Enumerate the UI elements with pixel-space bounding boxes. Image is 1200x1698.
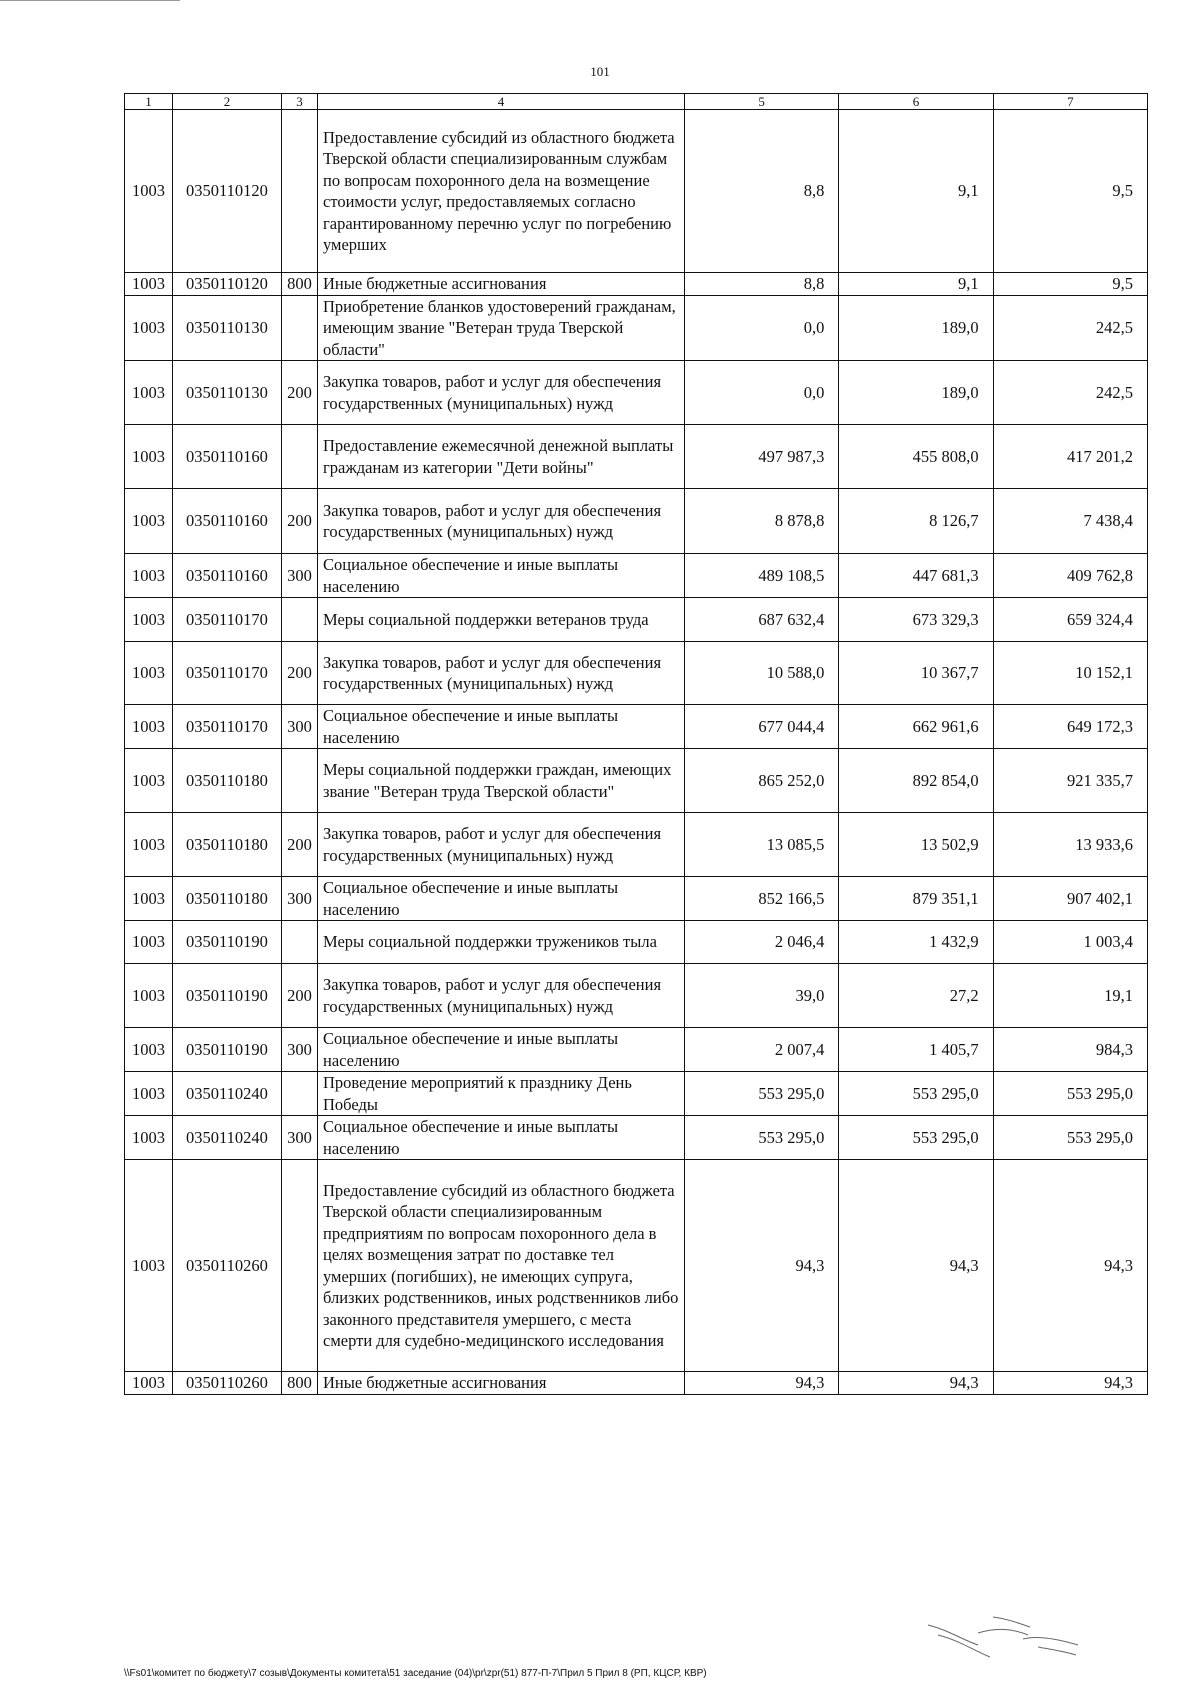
table-row bbox=[125, 489, 1148, 554]
expense-type-cell: 300 bbox=[282, 1116, 318, 1160]
section-code-cell: 1003 bbox=[125, 425, 173, 489]
section-code-cell: 1003 bbox=[125, 921, 173, 964]
amount-year3-cell: 7 438,4 bbox=[993, 489, 1147, 554]
table-row bbox=[125, 361, 1148, 425]
amount-year2-cell: 1 405,7 bbox=[839, 1028, 993, 1072]
amount-year3-cell: 1 003,4 bbox=[993, 921, 1147, 964]
column-header: 4 bbox=[318, 94, 685, 110]
expense-type-cell bbox=[282, 921, 318, 964]
target-article-cell: 0350110120 bbox=[173, 273, 282, 296]
expense-type-cell: 200 bbox=[282, 361, 318, 425]
item-name-cell: Предоставление субсидий из областного бюджета Тверской области специализированным предприятиям по вопросам похоронного дела в целях возмещения затрат по доставке тел умерших (погибших), не имеющих супруга, близких родственников, иных родственников либо законного представителя умершего, с места смерти для судебно-медицинского исследования bbox=[318, 1160, 685, 1372]
amount-year3-cell: 242,5 bbox=[993, 361, 1147, 425]
table-row bbox=[125, 554, 1148, 598]
expense-type-cell bbox=[282, 425, 318, 489]
amount-year3-cell: 94,3 bbox=[993, 1372, 1147, 1395]
amount-year3-cell: 659 324,4 bbox=[993, 598, 1147, 642]
expense-type-cell bbox=[282, 110, 318, 273]
amount-year1-cell: 13 085,5 bbox=[685, 813, 839, 877]
table-row bbox=[125, 598, 1148, 642]
footer-file-path: \\Fs01\комитет по бюджету\7 созыв\Документы комитета\51 заседание (04)\pr\zpr(51) 877-П-7\Прил 5 Прил 8 (РП, КЦСР, КВР) bbox=[124, 1668, 707, 1679]
item-name-cell: Меры социальной поддержки ветеранов труда bbox=[318, 598, 685, 642]
budget-table bbox=[124, 93, 1148, 1395]
amount-year1-cell: 8,8 bbox=[685, 273, 839, 296]
expense-type-cell bbox=[282, 1072, 318, 1116]
table-row bbox=[125, 964, 1148, 1028]
column-header: 1 bbox=[125, 94, 173, 110]
signature-mark bbox=[918, 1605, 1088, 1665]
target-article-cell: 0350110180 bbox=[173, 749, 282, 813]
item-name-cell: Закупка товаров, работ и услуг для обеспечения государственных (муниципальных) нужд bbox=[318, 642, 685, 705]
target-article-cell: 0350110160 bbox=[173, 554, 282, 598]
page-number: 101 bbox=[590, 64, 610, 79]
target-article-cell: 0350110170 bbox=[173, 705, 282, 749]
item-name-cell: Предоставление субсидий из областного бюджета Тверской области специализированным службам по вопросам похоронного дела на возмещение стоимости услуг, предоставляемых согласно гарантированному перечню услуг по погребению умерших bbox=[318, 110, 685, 273]
section-code-cell: 1003 bbox=[125, 1160, 173, 1372]
expense-type-cell: 800 bbox=[282, 1372, 318, 1395]
item-name-cell: Приобретение бланков удостоверений гражданам, имеющим звание "Ветеран труда Тверской области" bbox=[318, 295, 685, 361]
target-article-cell: 0350110240 bbox=[173, 1116, 282, 1160]
table-row bbox=[125, 1028, 1148, 1072]
amount-year2-cell: 8 126,7 bbox=[839, 489, 993, 554]
amount-year2-cell: 13 502,9 bbox=[839, 813, 993, 877]
amount-year1-cell: 0,0 bbox=[685, 295, 839, 361]
table-row bbox=[125, 877, 1148, 921]
section-code-cell: 1003 bbox=[125, 964, 173, 1028]
section-code-cell: 1003 bbox=[125, 110, 173, 273]
target-article-cell: 0350110240 bbox=[173, 1072, 282, 1116]
amount-year1-cell: 2 007,4 bbox=[685, 1028, 839, 1072]
amount-year3-cell: 242,5 bbox=[993, 295, 1147, 361]
amount-year2-cell: 1 432,9 bbox=[839, 921, 993, 964]
amount-year2-cell: 455 808,0 bbox=[839, 425, 993, 489]
expense-type-cell: 300 bbox=[282, 1028, 318, 1072]
section-code-cell: 1003 bbox=[125, 361, 173, 425]
section-code-cell: 1003 bbox=[125, 295, 173, 361]
table-row bbox=[125, 1072, 1148, 1116]
amount-year2-cell: 189,0 bbox=[839, 361, 993, 425]
item-name-cell: Проведение мероприятий к празднику День Победы bbox=[318, 1072, 685, 1116]
amount-year1-cell: 489 108,5 bbox=[685, 554, 839, 598]
target-article-cell: 0350110160 bbox=[173, 425, 282, 489]
item-name-cell: Меры социальной поддержки тружеников тыла bbox=[318, 921, 685, 964]
expense-type-cell: 200 bbox=[282, 964, 318, 1028]
amount-year3-cell: 553 295,0 bbox=[993, 1116, 1147, 1160]
column-header: 7 bbox=[993, 94, 1147, 110]
table-row bbox=[125, 425, 1148, 489]
target-article-cell: 0350110190 bbox=[173, 1028, 282, 1072]
target-article-cell: 0350110170 bbox=[173, 598, 282, 642]
section-code-cell: 1003 bbox=[125, 749, 173, 813]
table-row bbox=[125, 749, 1148, 813]
amount-year1-cell: 94,3 bbox=[685, 1160, 839, 1372]
item-name-cell: Социальное обеспечение и иные выплаты населению bbox=[318, 705, 685, 749]
table-body bbox=[125, 110, 1148, 1395]
target-article-cell: 0350110160 bbox=[173, 489, 282, 554]
target-article-cell: 0350110190 bbox=[173, 964, 282, 1028]
amount-year2-cell: 879 351,1 bbox=[839, 877, 993, 921]
amount-year3-cell: 907 402,1 bbox=[993, 877, 1147, 921]
target-article-cell: 0350110260 bbox=[173, 1372, 282, 1395]
section-code-cell: 1003 bbox=[125, 554, 173, 598]
amount-year3-cell: 553 295,0 bbox=[993, 1072, 1147, 1116]
expense-type-cell: 800 bbox=[282, 273, 318, 296]
amount-year1-cell: 497 987,3 bbox=[685, 425, 839, 489]
amount-year1-cell: 553 295,0 bbox=[685, 1116, 839, 1160]
table-row bbox=[125, 110, 1148, 273]
section-code-cell: 1003 bbox=[125, 273, 173, 296]
target-article-cell: 0350110120 bbox=[173, 110, 282, 273]
expense-type-cell: 300 bbox=[282, 554, 318, 598]
table-row bbox=[125, 813, 1148, 877]
section-code-cell: 1003 bbox=[125, 642, 173, 705]
item-name-cell: Иные бюджетные ассигнования bbox=[318, 273, 685, 296]
section-code-cell: 1003 bbox=[125, 705, 173, 749]
item-name-cell: Закупка товаров, работ и услуг для обеспечения государственных (муниципальных) нужд bbox=[318, 964, 685, 1028]
amount-year1-cell: 2 046,4 bbox=[685, 921, 839, 964]
item-name-cell: Социальное обеспечение и иные выплаты населению bbox=[318, 554, 685, 598]
amount-year2-cell: 892 854,0 bbox=[839, 749, 993, 813]
amount-year2-cell: 9,1 bbox=[839, 273, 993, 296]
expense-type-cell: 300 bbox=[282, 877, 318, 921]
item-name-cell: Предоставление ежемесячной денежной выплаты гражданам из категории "Дети войны" bbox=[318, 425, 685, 489]
target-article-cell: 0350110260 bbox=[173, 1160, 282, 1372]
item-name-cell: Закупка товаров, работ и услуг для обеспечения государственных (муниципальных) нужд bbox=[318, 489, 685, 554]
table-row bbox=[125, 921, 1148, 964]
table-row bbox=[125, 295, 1148, 361]
amount-year3-cell: 417 201,2 bbox=[993, 425, 1147, 489]
target-article-cell: 0350110130 bbox=[173, 295, 282, 361]
table-row bbox=[125, 705, 1148, 749]
amount-year1-cell: 39,0 bbox=[685, 964, 839, 1028]
amount-year3-cell: 984,3 bbox=[993, 1028, 1147, 1072]
amount-year2-cell: 94,3 bbox=[839, 1372, 993, 1395]
amount-year3-cell: 9,5 bbox=[993, 110, 1147, 273]
amount-year2-cell: 673 329,3 bbox=[839, 598, 993, 642]
amount-year1-cell: 10 588,0 bbox=[685, 642, 839, 705]
column-header: 6 bbox=[839, 94, 993, 110]
item-name-cell: Социальное обеспечение и иные выплаты населению bbox=[318, 1028, 685, 1072]
amount-year1-cell: 865 252,0 bbox=[685, 749, 839, 813]
amount-year2-cell: 189,0 bbox=[839, 295, 993, 361]
section-code-cell: 1003 bbox=[125, 1116, 173, 1160]
expense-type-cell: 200 bbox=[282, 813, 318, 877]
amount-year1-cell: 8,8 bbox=[685, 110, 839, 273]
amount-year3-cell: 19,1 bbox=[993, 964, 1147, 1028]
section-code-cell: 1003 bbox=[125, 598, 173, 642]
amount-year2-cell: 94,3 bbox=[839, 1160, 993, 1372]
table-row bbox=[125, 1372, 1148, 1395]
amount-year2-cell: 10 367,7 bbox=[839, 642, 993, 705]
expense-type-cell bbox=[282, 1160, 318, 1372]
column-header: 2 bbox=[173, 94, 282, 110]
column-header: 5 bbox=[685, 94, 839, 110]
section-code-cell: 1003 bbox=[125, 1372, 173, 1395]
amount-year2-cell: 9,1 bbox=[839, 110, 993, 273]
table-row bbox=[125, 1160, 1148, 1372]
amount-year1-cell: 94,3 bbox=[685, 1372, 839, 1395]
expense-type-cell bbox=[282, 295, 318, 361]
expense-type-cell bbox=[282, 598, 318, 642]
target-article-cell: 0350110130 bbox=[173, 361, 282, 425]
amount-year3-cell: 649 172,3 bbox=[993, 705, 1147, 749]
target-article-cell: 0350110180 bbox=[173, 877, 282, 921]
target-article-cell: 0350110190 bbox=[173, 921, 282, 964]
amount-year2-cell: 553 295,0 bbox=[839, 1116, 993, 1160]
amount-year1-cell: 677 044,4 bbox=[685, 705, 839, 749]
table-row bbox=[125, 1116, 1148, 1160]
amount-year2-cell: 553 295,0 bbox=[839, 1072, 993, 1116]
table-row bbox=[125, 273, 1148, 296]
expense-type-cell bbox=[282, 749, 318, 813]
section-code-cell: 1003 bbox=[125, 877, 173, 921]
amount-year3-cell: 9,5 bbox=[993, 273, 1147, 296]
section-code-cell: 1003 bbox=[125, 1028, 173, 1072]
amount-year3-cell: 13 933,6 bbox=[993, 813, 1147, 877]
target-article-cell: 0350110180 bbox=[173, 813, 282, 877]
item-name-cell: Закупка товаров, работ и услуг для обеспечения государственных (муниципальных) нужд bbox=[318, 361, 685, 425]
amount-year2-cell: 27,2 bbox=[839, 964, 993, 1028]
section-code-cell: 1003 bbox=[125, 813, 173, 877]
item-name-cell: Иные бюджетные ассигнования bbox=[318, 1372, 685, 1395]
expense-type-cell: 200 bbox=[282, 642, 318, 705]
expense-type-cell: 300 bbox=[282, 705, 318, 749]
amount-year3-cell: 409 762,8 bbox=[993, 554, 1147, 598]
item-name-cell: Социальное обеспечение и иные выплаты населению bbox=[318, 877, 685, 921]
item-name-cell: Меры социальной поддержки граждан, имеющих звание "Ветеран труда Тверской области" bbox=[318, 749, 685, 813]
amount-year2-cell: 662 961,6 bbox=[839, 705, 993, 749]
expense-type-cell: 200 bbox=[282, 489, 318, 554]
amount-year3-cell: 10 152,1 bbox=[993, 642, 1147, 705]
amount-year1-cell: 852 166,5 bbox=[685, 877, 839, 921]
column-number-row bbox=[125, 94, 1148, 110]
amount-year2-cell: 447 681,3 bbox=[839, 554, 993, 598]
amount-year1-cell: 0,0 bbox=[685, 361, 839, 425]
item-name-cell: Закупка товаров, работ и услуг для обеспечения государственных (муниципальных) нужд bbox=[318, 813, 685, 877]
section-code-cell: 1003 bbox=[125, 1072, 173, 1116]
amount-year1-cell: 8 878,8 bbox=[685, 489, 839, 554]
amount-year1-cell: 687 632,4 bbox=[685, 598, 839, 642]
amount-year1-cell: 553 295,0 bbox=[685, 1072, 839, 1116]
amount-year3-cell: 94,3 bbox=[993, 1160, 1147, 1372]
column-header: 3 bbox=[282, 94, 318, 110]
item-name-cell: Социальное обеспечение и иные выплаты населению bbox=[318, 1116, 685, 1160]
section-code-cell: 1003 bbox=[125, 489, 173, 554]
scan-edge-line bbox=[0, 0, 180, 3]
table-row bbox=[125, 642, 1148, 705]
amount-year3-cell: 921 335,7 bbox=[993, 749, 1147, 813]
target-article-cell: 0350110170 bbox=[173, 642, 282, 705]
